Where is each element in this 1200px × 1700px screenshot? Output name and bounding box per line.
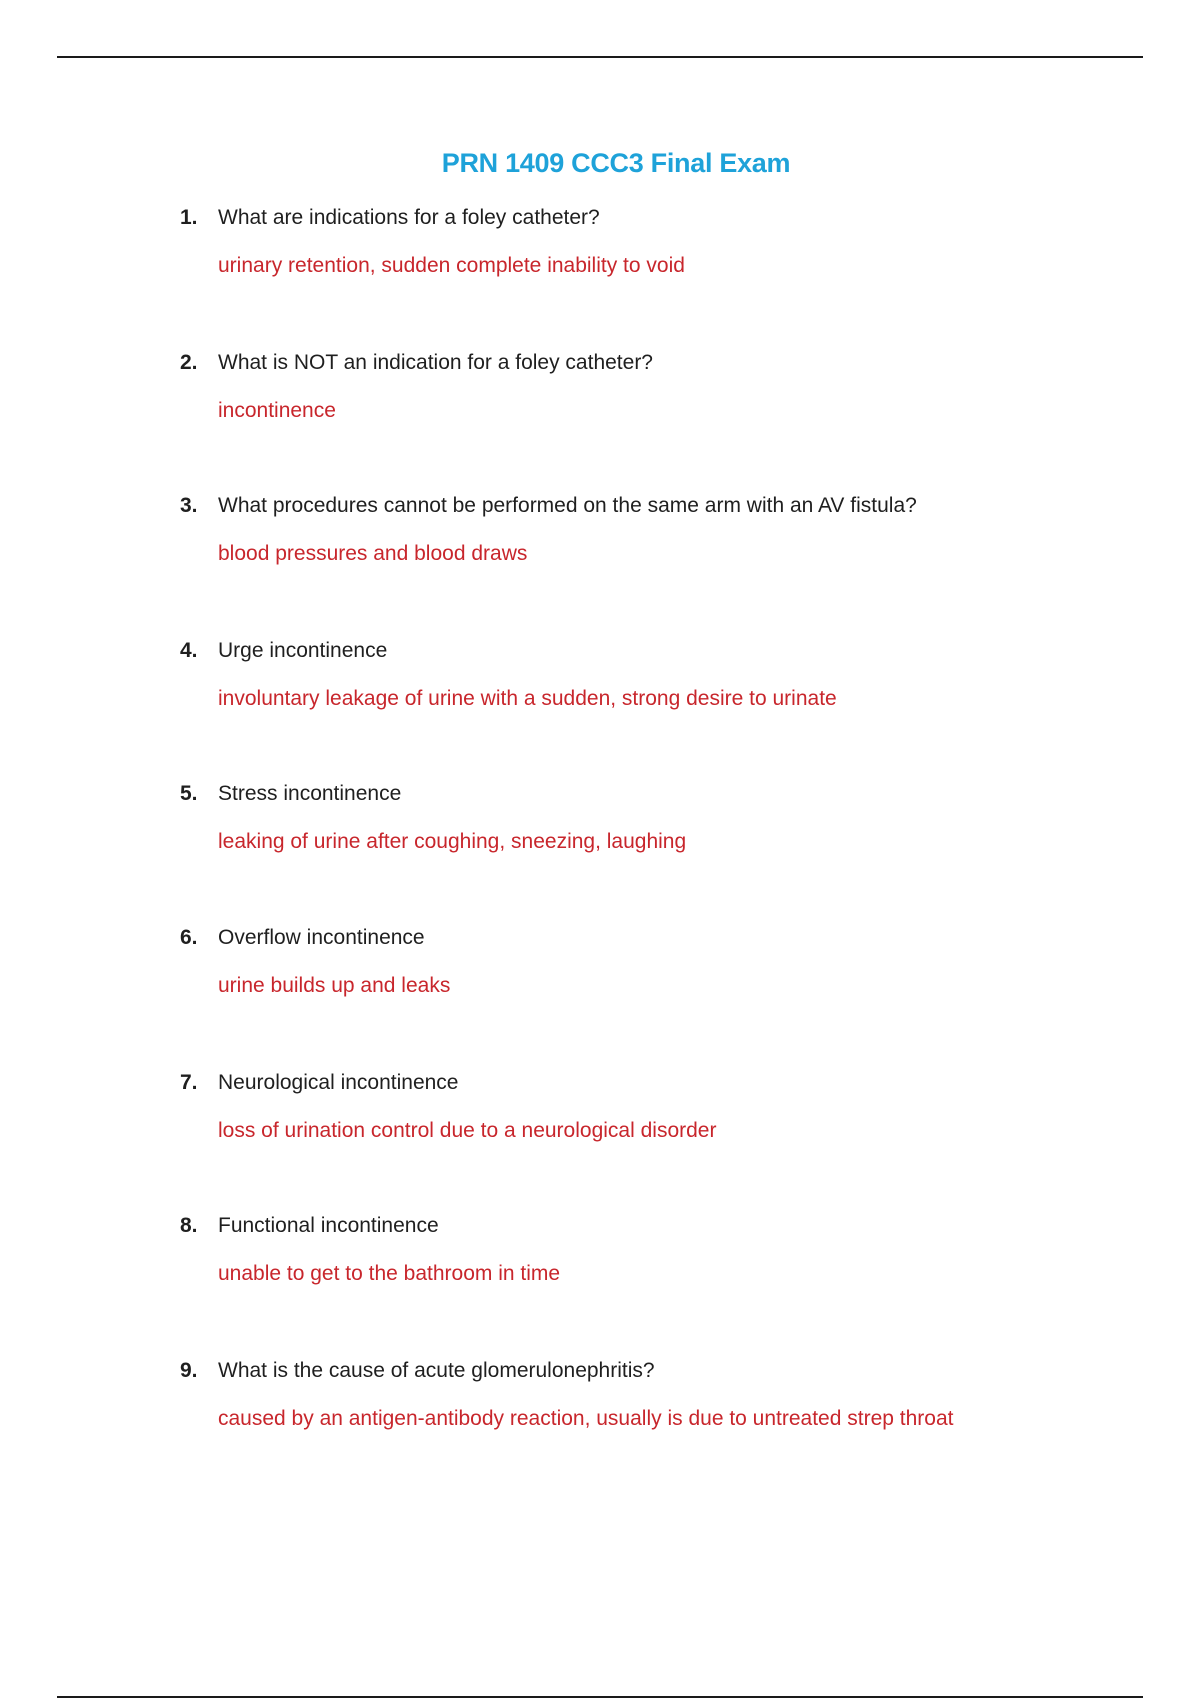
qa-item-6 (180, 925, 1080, 999)
qa-item-7 (180, 1070, 1080, 1144)
answer-text: incontinence (218, 399, 336, 422)
question-row (180, 925, 1080, 951)
answer-text: caused by an antigen-antibody reaction, usually is due to untreated strep throat (218, 1407, 954, 1430)
question-number: 4. (180, 639, 198, 662)
question-text: What is the cause of acute glomerulonephritis? (218, 1359, 655, 1382)
question-text: Functional incontinence (218, 1214, 439, 1237)
question-number: 1. (180, 206, 198, 229)
question-number: 6. (180, 926, 198, 949)
page-title: PRN 1409 CCC3 Final Exam (441, 148, 791, 178)
question-row (180, 493, 1080, 519)
answer-text: urinary retention, sudden complete inability to void (218, 254, 685, 277)
qa-item-1 (180, 205, 1080, 279)
question-number: 2. (180, 351, 198, 374)
answer-text: unable to get to the bathroom in time (218, 1262, 561, 1285)
question-text: What is NOT an indication for a foley catheter? (218, 351, 653, 374)
question-row (180, 638, 1080, 664)
bottom-rule (57, 1696, 1143, 1698)
answer-text: loss of urination control due to a neurological disorder (218, 1119, 717, 1142)
answer-text: leaking of urine after coughing, sneezing, laughing (218, 830, 687, 853)
answer-text: blood pressures and blood draws (218, 542, 528, 565)
question-number: 3. (180, 494, 198, 517)
qa-item-5 (180, 781, 1080, 855)
question-row (180, 1358, 1080, 1384)
question-row (180, 1213, 1080, 1239)
question-row (180, 781, 1080, 807)
question-number: 7. (180, 1071, 198, 1094)
qa-item-2 (180, 350, 1080, 424)
question-number: 5. (180, 782, 198, 805)
answer-text: urine builds up and leaks (218, 974, 451, 997)
top-rule (57, 56, 1143, 58)
qa-item-4 (180, 638, 1080, 712)
qa-item-9 (180, 1358, 1080, 1432)
question-row (180, 350, 1080, 376)
question-row (180, 1070, 1080, 1096)
question-text: Overflow incontinence (218, 926, 425, 949)
question-text: Neurological incontinence (218, 1071, 459, 1094)
qa-item-3 (180, 493, 1080, 567)
question-text: Stress incontinence (218, 782, 402, 805)
question-number: 8. (180, 1214, 198, 1237)
question-row (180, 205, 1080, 231)
question-text: What procedures cannot be performed on the same arm with an AV fistula? (218, 494, 917, 517)
question-text: What are indications for a foley catheter? (218, 206, 600, 229)
question-text: Urge incontinence (218, 639, 388, 662)
qa-item-8 (180, 1213, 1080, 1287)
answer-text: involuntary leakage of urine with a sudden, strong desire to urinate (218, 687, 837, 710)
question-number: 9. (180, 1359, 198, 1382)
